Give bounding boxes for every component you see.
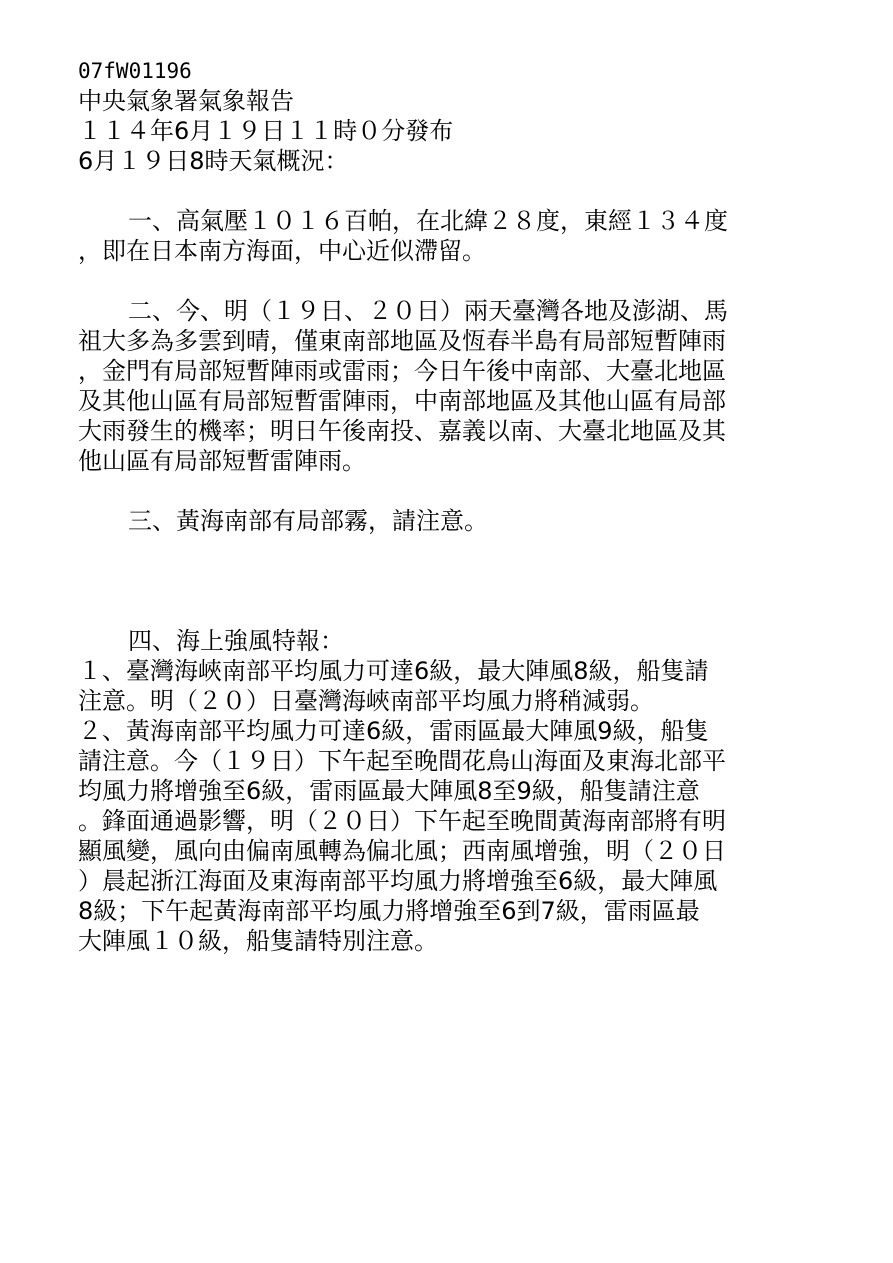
section-1-line: ，即在日本南方海面，中心近似滯留。 xyxy=(78,237,486,265)
section-4-line: １、臺灣海峽南部平均風力可達6級，最大陣風8級，船隻請 xyxy=(78,657,709,685)
section-2-line: 他山區有局部短暫雷陣雨。 xyxy=(78,447,366,475)
section-4-heading: 四、海上強風特報： xyxy=(128,627,344,655)
section-2-line: 二、今、明（１９日、２０日）兩天臺灣各地及澎湖、馬 xyxy=(128,297,728,325)
issue-time: １１４年6月１９日１１時０分發布 xyxy=(78,117,454,145)
section-4-line: 均風力將增強至6級，雷雨區最大陣風8至9級，船隻請注意 xyxy=(78,777,700,805)
section-1-line: 一、高氣壓１０１６百帕，在北緯２８度，東經１３４度 xyxy=(128,207,728,235)
section-4-line: 8級；下午起黃海南部平均風力將增強至6到7級，雷雨區最 xyxy=(78,897,700,925)
overview-heading: 6月１９日8時天氣概況： xyxy=(78,147,349,175)
section-4-line: 注意。明（２０）日臺灣海峽南部平均風力將稍減弱。 xyxy=(78,687,654,715)
section-4-line: ）晨起浙江海面及東海南部平均風力將增強至6級，最大陣風 xyxy=(78,867,718,895)
section-2-line: 及其他山區有局部短暫雷陣雨，中南部地區及其他山區有局部 xyxy=(78,387,726,415)
document-code: 07fW01196 xyxy=(78,59,192,83)
section-2 xyxy=(78,296,814,476)
section-4 xyxy=(78,626,814,956)
section-4-line: 顯風變，風向由偏南風轉為偏北風；西南風增強，明（２０日 xyxy=(78,837,726,865)
section-2-line: 祖大多為多雲到晴，僅東南部地區及恆春半島有局部短暫陣雨 xyxy=(78,327,726,355)
section-3 xyxy=(78,506,814,536)
section-4-line: 請注意。今（１９日）下午起至晚間花鳥山海面及東海北部平 xyxy=(78,747,726,775)
section-2-line: 大雨發生的機率；明日午後南投、嘉義以南、大臺北地區及其 xyxy=(78,417,726,445)
section-3-line: 三、黃海南部有局部霧，請注意。 xyxy=(128,507,488,535)
section-4-line: ２、黃海南部平均風力可達6級，雷雨區最大陣風9級，船隻 xyxy=(78,717,709,745)
section-1 xyxy=(78,206,814,266)
section-4-line: 大陣風１０級，船隻請特別注意。 xyxy=(78,927,438,955)
report-title: 中央氣象署氣象報告 xyxy=(78,87,294,115)
section-4-line: 。鋒面通過影響，明（２０日）下午起至晚間黃海南部將有明 xyxy=(78,807,726,835)
section-2-line: ，金門有局部短暫陣雨或雷雨；今日午後中南部、大臺北地區 xyxy=(78,357,726,385)
weather-report-document xyxy=(78,56,814,956)
